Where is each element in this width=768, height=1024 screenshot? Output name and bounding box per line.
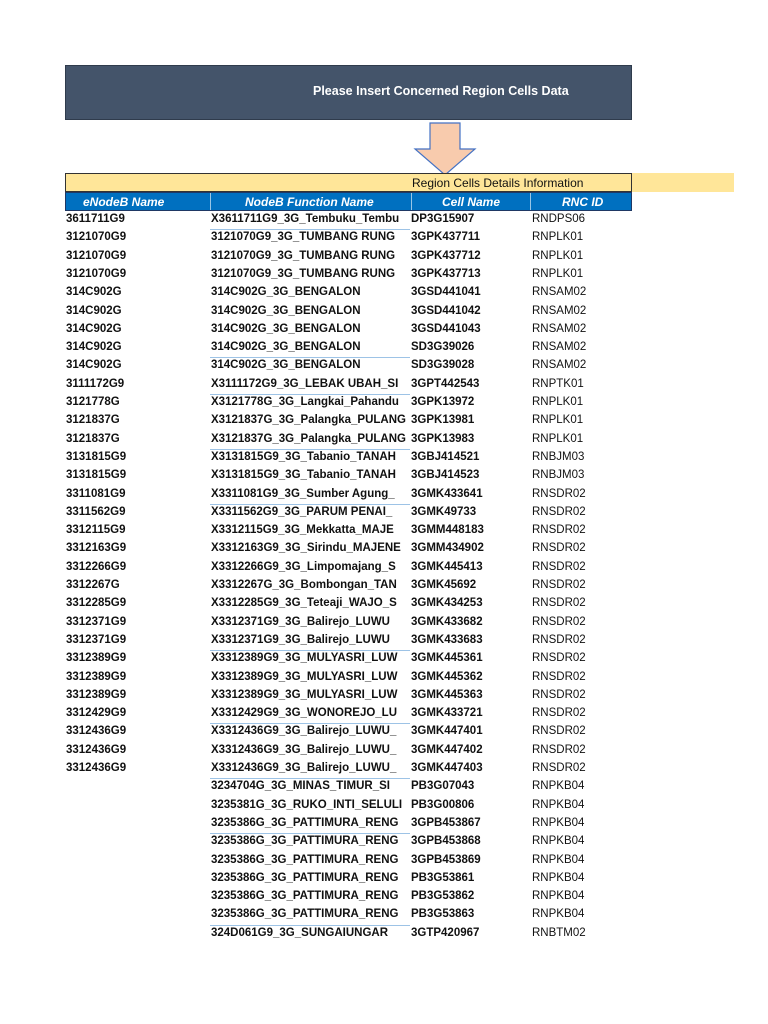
nodeb-function-name-cell[interactable]: 3121070G9_3G_TUMBANG RUNG	[211, 267, 396, 280]
rnc-id-cell[interactable]: RNPKB04	[532, 780, 585, 793]
rnc-id-cell[interactable]: RNSAM02	[532, 322, 587, 335]
cell-name-cell[interactable]: 3GMK45692	[411, 579, 477, 591]
enodeb-name-cell[interactable]: 3312389G9	[66, 670, 127, 683]
cell-name-cell[interactable]: PB3G00806	[411, 798, 475, 811]
cell-name-cell[interactable]: 3GPK13983	[411, 432, 475, 445]
rnc-id-cell[interactable]: RNPKB04	[532, 890, 585, 903]
nodeb-function-name-cell[interactable]: 3235386G_3G_PATTIMURA_RENG	[211, 853, 399, 866]
nodeb-function-name-cell[interactable]: 314C902G_3G_BENGALON	[211, 359, 361, 372]
cell-name-cell[interactable]: 3GMK433683	[411, 633, 483, 646]
nodeb-function-name-cell[interactable]: X3311081G9_3G_Sumber Agung_	[211, 487, 395, 500]
cell-name-cell[interactable]: 3GTP420967	[411, 926, 480, 939]
table-row[interactable]	[0, 486, 768, 504]
cell-underline	[210, 833, 410, 834]
rnc-id-cell[interactable]: RNPKB04	[532, 816, 585, 829]
rnc-id-cell[interactable]: RNBJM03	[532, 450, 585, 463]
rnc-id-cell[interactable]: RNPTK01	[532, 377, 584, 390]
cell-name-cell[interactable]: SD3G39028	[411, 359, 475, 372]
table-row[interactable]	[0, 467, 768, 485]
nodeb-function-name-cell[interactable]: X3312267G_3G_Bombongan_TAN	[211, 579, 397, 591]
enodeb-name-cell[interactable]: 314C902G	[66, 359, 122, 372]
table-row[interactable]	[0, 906, 768, 924]
nodeb-function-name-cell[interactable]: X3312115G9_3G_Mekkatta_MAJE	[211, 524, 394, 537]
cell-underline	[210, 357, 410, 358]
enodeb-name-cell[interactable]: 3312389G9	[66, 652, 127, 665]
nodeb-function-name-cell[interactable]: X3131815G9_3G_Tabanio_TANAH	[211, 450, 396, 463]
table-row[interactable]	[0, 522, 768, 540]
nodeb-function-name-cell[interactable]: 314C902G_3G_BENGALON	[211, 304, 361, 317]
table-row[interactable]	[0, 705, 768, 723]
nodeb-function-name-cell[interactable]: X3131815G9_3G_Tabanio_TANAH	[211, 469, 396, 482]
header-rnc-id[interactable]: RNC ID	[562, 195, 604, 209]
rnc-id-cell[interactable]: RNSDR02	[532, 579, 586, 591]
cell-name-cell[interactable]: 3GMK434253	[411, 597, 483, 610]
enodeb-name-cell[interactable]: 3311562G9	[66, 505, 126, 518]
rnc-id-cell[interactable]: RNSDR02	[532, 487, 586, 500]
table-row[interactable]	[0, 687, 768, 705]
nodeb-function-name-cell[interactable]: 3235386G_3G_PATTIMURA_RENG	[211, 908, 399, 921]
down-arrow-icon	[413, 122, 477, 176]
table-row[interactable]	[0, 742, 768, 760]
rnc-id-cell[interactable]: RNSDR02	[532, 762, 586, 774]
enodeb-name-cell[interactable]: 3312266G9	[66, 560, 127, 573]
enodeb-name-cell[interactable]: 3121837G	[66, 414, 120, 427]
nodeb-function-name-cell[interactable]: X3312436G9_3G_Balirejo_LUWU_	[211, 743, 397, 756]
table-row[interactable]	[0, 357, 768, 375]
table-row[interactable]	[0, 339, 768, 357]
table-row[interactable]	[0, 394, 768, 412]
table-row[interactable]	[0, 888, 768, 906]
rnc-id-cell[interactable]: RNSDR02	[532, 524, 586, 537]
cell-name-cell[interactable]: 3GMM448183	[411, 524, 484, 537]
table-row[interactable]	[0, 778, 768, 796]
cell-name-cell[interactable]: 3GPK437711	[411, 231, 481, 244]
cell-name-cell[interactable]: 3GMK433682	[411, 615, 483, 628]
rnc-id-cell[interactable]: RNSDR02	[532, 707, 586, 720]
cell-name-cell[interactable]: 3GMK447402	[411, 743, 483, 756]
table-row[interactable]	[0, 723, 768, 741]
table-row[interactable]	[0, 284, 768, 302]
cell-name-cell[interactable]: 3GBJ414521	[411, 450, 480, 463]
rnc-id-cell[interactable]: RNPLK01	[532, 267, 584, 280]
rnc-id-cell[interactable]: RNBTM02	[532, 926, 586, 939]
table-row[interactable]	[0, 577, 768, 595]
enodeb-name-cell[interactable]: 3312285G9	[66, 597, 127, 610]
rnc-id-cell[interactable]: RNPLK01	[532, 414, 584, 427]
enodeb-name-cell[interactable]: 3312436G9	[66, 743, 127, 756]
enodeb-name-cell[interactable]: 3312371G9	[66, 633, 127, 646]
enodeb-name-cell[interactable]: 3111172G9	[66, 377, 125, 390]
enodeb-name-cell[interactable]: 314C902G	[66, 286, 122, 299]
table-row[interactable]	[0, 870, 768, 888]
cell-underline	[210, 723, 410, 724]
cell-underline	[210, 229, 410, 230]
table-row[interactable]	[0, 449, 768, 467]
rnc-id-cell[interactable]: RNSDR02	[532, 505, 586, 518]
nodeb-function-name-cell[interactable]: 314C902G_3G_BENGALON	[211, 322, 361, 335]
enodeb-name-cell[interactable]: 314C902G	[66, 304, 122, 317]
table-row[interactable]	[0, 431, 768, 449]
enodeb-name-cell[interactable]: 3121837G	[66, 432, 120, 445]
nodeb-function-name-cell[interactable]: 3234704G_3G_MINAS_TIMUR_SI	[211, 780, 390, 793]
rnc-id-cell[interactable]: RNPKB04	[532, 853, 585, 866]
enodeb-name-cell[interactable]: 3312436G9	[66, 725, 127, 738]
table-row[interactable]	[0, 229, 768, 247]
header-divider	[210, 193, 211, 210]
cell-underline	[210, 504, 410, 505]
enodeb-name-cell[interactable]: 314C902G	[66, 341, 122, 354]
table-row[interactable]	[0, 266, 768, 284]
cell-underline	[210, 925, 410, 926]
enodeb-name-cell[interactable]: 3312163G9	[66, 542, 127, 555]
enodeb-name-cell[interactable]: 3312429G9	[66, 707, 127, 720]
cell-name-cell[interactable]: 3GSD441043	[411, 322, 481, 335]
nodeb-function-name-cell[interactable]: X3111172G9_3G_LEBAK UBAH_SI	[211, 377, 399, 390]
table-row[interactable]	[0, 669, 768, 687]
cell-name-cell[interactable]: 3GPK13972	[411, 396, 475, 408]
rnc-id-cell[interactable]: RNPLK01	[532, 432, 584, 445]
table-row[interactable]	[0, 797, 768, 815]
cell-name-cell[interactable]: 3GMM434902	[411, 542, 484, 555]
nodeb-function-name-cell[interactable]: X3121778G_3G_Langkai_Pahandu	[211, 396, 399, 408]
cell-name-cell[interactable]: PB3G07043	[411, 780, 475, 793]
info-bar-title: Region Cells Details Information	[412, 176, 584, 190]
rnc-id-cell[interactable]: RNSDR02	[532, 633, 586, 646]
cell-name-cell[interactable]: 3GMK445361	[411, 652, 483, 665]
table-row[interactable]	[0, 595, 768, 613]
rnc-id-cell[interactable]: RNSDR02	[532, 688, 586, 701]
cell-name-cell[interactable]: 3GMK445413	[411, 560, 483, 573]
nodeb-function-name-cell[interactable]: X3121837G_3G_Palangka_PULANG	[211, 432, 406, 445]
cell-name-cell[interactable]: PB3G53863	[411, 908, 475, 921]
rnc-id-cell[interactable]: RNPLK01	[532, 249, 584, 262]
cell-name-cell[interactable]: PB3G53862	[411, 890, 475, 903]
enodeb-name-cell[interactable]: 3312436G9	[66, 762, 127, 774]
rnc-id-cell[interactable]: RNPLK01	[532, 396, 584, 408]
cell-name-cell[interactable]: SD3G39026	[411, 341, 475, 354]
enodeb-name-cell[interactable]: 3131815G9	[66, 450, 127, 463]
header-cell-name[interactable]: Cell Name	[442, 195, 501, 209]
cell-underline	[210, 394, 410, 395]
table-row[interactable]	[0, 650, 768, 668]
nodeb-function-name-cell[interactable]: 3121070G9_3G_TUMBANG RUNG	[211, 249, 396, 262]
nodeb-function-name-cell[interactable]: 3235386G_3G_PATTIMURA_RENG	[211, 890, 399, 903]
rnc-id-cell[interactable]: RNPKB04	[532, 798, 585, 811]
enodeb-name-cell[interactable]: 3121070G9	[66, 249, 127, 262]
header-enodeb-name[interactable]: eNodeB Name	[83, 195, 165, 209]
table-row[interactable]	[0, 815, 768, 833]
rnc-id-cell[interactable]: RNPKB04	[532, 908, 585, 921]
rnc-id-cell[interactable]: RNSAM02	[532, 304, 587, 317]
nodeb-function-name-cell[interactable]: X3121837G_3G_Palangka_PULANG	[211, 414, 406, 427]
info-bar	[65, 173, 734, 192]
nodeb-function-name-cell[interactable]: 3235386G_3G_PATTIMURA_RENG	[211, 871, 399, 884]
table-row[interactable]	[0, 925, 768, 943]
table-row[interactable]	[0, 833, 768, 851]
rnc-id-cell[interactable]: RNSDR02	[532, 597, 586, 610]
enodeb-name-cell[interactable]: 3131815G9	[66, 469, 127, 482]
cell-name-cell[interactable]: 3GBJ414523	[411, 469, 480, 482]
cell-name-cell[interactable]: 3GMK447401	[411, 725, 483, 738]
nodeb-function-name-cell[interactable]: X3312429G9_3G_WONOREJO_LU	[211, 707, 398, 720]
nodeb-function-name-cell[interactable]: 314C902G_3G_BENGALON	[211, 286, 361, 299]
nodeb-function-name-cell[interactable]: 3235386G_3G_PATTIMURA_RENG	[211, 835, 399, 848]
rnc-id-cell[interactable]: RNSAM02	[532, 286, 587, 299]
rnc-id-cell[interactable]: RNBJM03	[532, 469, 585, 482]
rnc-id-cell[interactable]: RNPKB04	[532, 871, 585, 884]
cell-name-cell[interactable]: 3GMK433721	[411, 707, 483, 720]
rnc-id-cell[interactable]: RNPLK01	[532, 231, 584, 244]
nodeb-function-name-cell[interactable]: X3312371G9_3G_Balirejo_LUWU	[211, 615, 390, 628]
table-row[interactable]	[0, 614, 768, 632]
nodeb-function-name-cell[interactable]: X3312436G9_3G_Balirejo_LUWU_	[211, 762, 397, 774]
table-row[interactable]	[0, 559, 768, 577]
nodeb-function-name-cell[interactable]: 314C902G_3G_BENGALON	[211, 341, 361, 354]
enodeb-name-cell[interactable]: 3312371G9	[66, 615, 127, 628]
enodeb-name-cell[interactable]: 3121070G9	[66, 267, 127, 280]
nodeb-function-name-cell[interactable]: 3235381G_3G_RUKO_INTI_SELULI	[211, 798, 403, 811]
cell-name-cell[interactable]: 3GPB453869	[411, 853, 481, 866]
nodeb-function-name-cell[interactable]: X3312389G9_3G_MULYASRI_LUW	[211, 688, 398, 701]
nodeb-function-name-cell[interactable]: X3311562G9_3G_PARUM PENAI_	[211, 505, 393, 518]
nodeb-function-name-cell[interactable]: X3312266G9_3G_Limpomajang_S	[211, 560, 396, 573]
enodeb-name-cell[interactable]: 3121070G9	[66, 231, 127, 244]
enodeb-name-cell[interactable]: 3312267G	[66, 579, 120, 591]
nodeb-function-name-cell[interactable]: X3312436G9_3G_Balirejo_LUWU_	[211, 725, 397, 738]
table-row[interactable]	[0, 321, 768, 339]
nodeb-function-name-cell[interactable]: 3235386G_3G_PATTIMURA_RENG	[211, 816, 399, 829]
cell-name-cell[interactable]: 3GPK13981	[411, 414, 475, 427]
table-row[interactable]	[0, 760, 768, 778]
cell-name-cell[interactable]: 3GPB453868	[411, 835, 481, 848]
table-row[interactable]	[0, 504, 768, 522]
enodeb-name-cell[interactable]: 3312115G9	[66, 524, 126, 537]
instruction-banner	[65, 65, 632, 120]
cell-name-cell[interactable]: 3GPK437712	[411, 249, 481, 262]
rnc-id-cell[interactable]: RNSDR02	[532, 652, 586, 665]
rnc-id-cell[interactable]: RNSAM02	[532, 341, 587, 354]
rnc-id-cell[interactable]: RNDPS06	[532, 213, 586, 225]
nodeb-function-name-cell[interactable]: X3312389G9_3G_MULYASRI_LUW	[211, 670, 398, 683]
banner-title: Please Insert Concerned Region Cells Data	[313, 84, 569, 98]
cell-underline	[210, 449, 410, 450]
nodeb-function-name-cell[interactable]: 324D061G9_3G_SUNGAIUNGAR	[211, 926, 389, 939]
table-row[interactable]	[0, 632, 768, 650]
table-row[interactable]	[0, 540, 768, 558]
cell-name-cell[interactable]: 3GPK437713	[411, 267, 481, 280]
enodeb-name-cell[interactable]: 3611711G9	[66, 213, 125, 225]
nodeb-function-name-cell[interactable]: 3121070G9_3G_TUMBANG RUNG	[211, 231, 396, 244]
nodeb-function-name-cell[interactable]: X3312163G9_3G_Sirindu_MAJENE	[211, 542, 401, 555]
table-row[interactable]	[0, 211, 768, 229]
rnc-id-cell[interactable]: RNSDR02	[532, 615, 586, 628]
cell-name-cell[interactable]: 3GMK445363	[411, 688, 483, 701]
header-divider	[411, 193, 412, 210]
table-row[interactable]	[0, 852, 768, 870]
cell-name-cell[interactable]: DP3G15907	[411, 213, 475, 225]
cell-name-cell[interactable]: PB3G53861	[411, 871, 475, 884]
rnc-id-cell[interactable]: RNSDR02	[532, 743, 586, 756]
table-header	[65, 192, 632, 211]
cell-underline	[210, 778, 410, 779]
cell-name-cell[interactable]: 3GSD441041	[411, 286, 481, 299]
rnc-id-cell[interactable]: RNSDR02	[532, 542, 586, 555]
table-row[interactable]	[0, 248, 768, 266]
cell-underline	[210, 650, 410, 651]
header-nodeb-function-name[interactable]: NodeB Function Name	[245, 195, 374, 209]
enodeb-name-cell[interactable]: 3311081G9	[66, 487, 126, 500]
rnc-id-cell[interactable]: RNSDR02	[532, 670, 586, 683]
cell-name-cell[interactable]: 3GMK433641	[411, 487, 483, 500]
cell-name-cell[interactable]: 3GMK445362	[411, 670, 483, 683]
nodeb-function-name-cell[interactable]: X3312389G9_3G_MULYASRI_LUW	[211, 652, 398, 665]
nodeb-function-name-cell[interactable]: X3611711G9_3G_Tembuku_Tembu	[211, 213, 400, 225]
table-row[interactable]	[0, 412, 768, 430]
enodeb-name-cell[interactable]: 314C902G	[66, 322, 122, 335]
rnc-id-cell[interactable]: RNPKB04	[532, 835, 585, 848]
rnc-id-cell[interactable]: RNSDR02	[532, 560, 586, 573]
cell-name-cell[interactable]: 3GSD441042	[411, 304, 481, 317]
table-row[interactable]	[0, 376, 768, 394]
rnc-id-cell[interactable]: RNSAM02	[532, 359, 587, 372]
cell-name-cell[interactable]: 3GMK447403	[411, 762, 483, 774]
cell-name-cell[interactable]: 3GPT442543	[411, 377, 480, 390]
cell-name-cell[interactable]: 3GMK49733	[411, 505, 477, 518]
enodeb-name-cell[interactable]: 3312389G9	[66, 688, 127, 701]
rnc-id-cell[interactable]: RNSDR02	[532, 725, 586, 738]
cell-name-cell[interactable]: 3GPB453867	[411, 816, 481, 829]
enodeb-name-cell[interactable]: 3121778G	[66, 396, 120, 408]
nodeb-function-name-cell[interactable]: X3312285G9_3G_Teteaji_WAJO_S	[211, 597, 397, 610]
nodeb-function-name-cell[interactable]: X3312371G9_3G_Balirejo_LUWU	[211, 633, 390, 646]
table-row[interactable]	[0, 303, 768, 321]
header-divider	[530, 193, 531, 210]
